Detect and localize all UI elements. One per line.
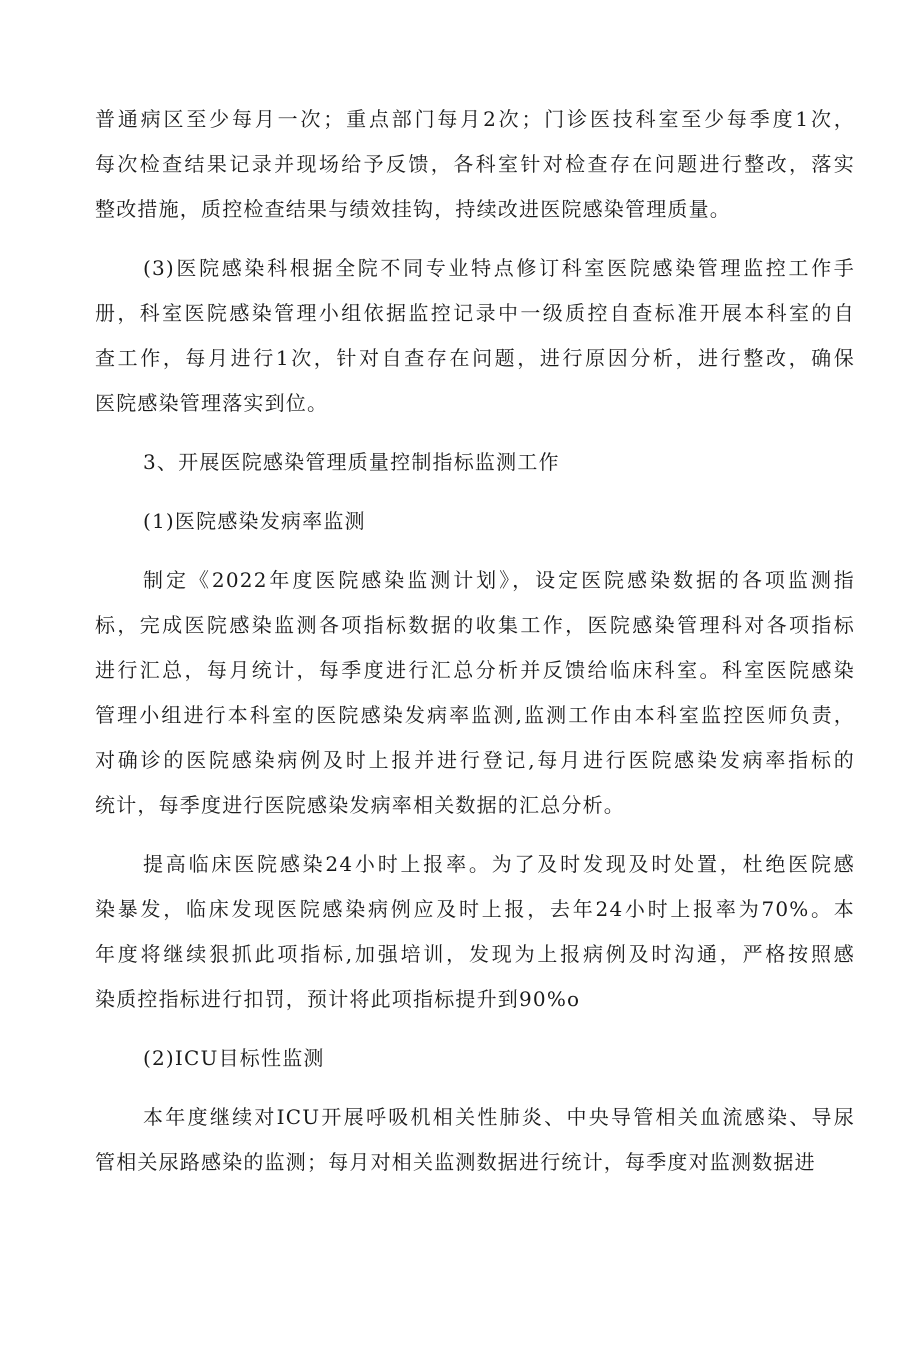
text-line: 普通病区至少每月一次；重点部门每月2次；门诊医技科室至少每季度1次， [95, 107, 855, 131]
paragraph-p1 [95, 97, 855, 232]
paragraph-p2 [95, 246, 855, 426]
text-line: 管相关尿路感染的监测；每月对相关监测数据进行统计，每季度对监测数据进 [95, 1150, 816, 1174]
paragraph-h3-1 [95, 499, 855, 544]
text-line: 每次检查结果记录并现场给予反馈，各科室针对检查存在问题进行整改，落实 [95, 152, 855, 176]
text-line: 管理小组进行本科室的医院感染发病率监测,监测工作由本科室监控医师负责， [95, 703, 855, 727]
document-body [95, 97, 855, 1185]
text-line: 染质控指标进行扣罚，预计将此项指标提升到90%o [95, 987, 581, 1011]
text-line: 本年度继续对ICU开展呼吸机相关性肺炎、中央导管相关血流感染、导尿 [143, 1105, 855, 1129]
text-line: 统计，每季度进行医院感染发病率相关数据的汇总分析。 [95, 793, 625, 817]
text-line: 标，完成医院感染监测各项指标数据的收集工作，医院感染管理科对各项指标 [95, 613, 855, 637]
text-line: 提高临床医院感染24小时上报率。为了及时发现及时处置，杜绝医院感 [143, 852, 855, 876]
paragraph-gap [95, 1081, 855, 1095]
paragraph-h3-2 [95, 1036, 855, 1081]
text-line: 进行汇总，每月统计，每季度进行汇总分析并反馈给临床科室。科室医院感染 [95, 658, 855, 682]
paragraph-h3 [95, 440, 855, 485]
paragraph-p5 [95, 1095, 855, 1185]
text-line: 册，科室医院感染管理小组依据监控记录中一级质控自查标准开展本科室的自 [95, 301, 855, 325]
text-line: (1)医院感染发病率监测 [143, 509, 366, 533]
paragraph-gap [95, 232, 855, 246]
text-line: 查工作，每月进行1次，针对自查存在问题，进行原因分析，进行整改，确保 [95, 346, 855, 370]
text-line: 染暴发，临床发现医院感染病例应及时上报，去年24小时上报率为70%。本 [95, 897, 855, 921]
paragraph-gap [95, 544, 855, 558]
text-line: 制定《2022年度医院感染监测计划》，设定医院感染数据的各项监测指 [143, 568, 855, 592]
text-line: (3)医院感染科根据全院不同专业特点修订科室医院感染管理监控工作手 [143, 256, 855, 280]
text-line: 对确诊的医院感染病例及时上报并进行登记,每月进行医院感染发病率指标的 [95, 748, 855, 772]
paragraph-p4 [95, 842, 855, 1022]
paragraph-gap [95, 426, 855, 440]
paragraph-gap [95, 828, 855, 842]
text-line: 3、开展医院感染管理质量控制指标监测工作 [143, 450, 560, 474]
paragraph-p3 [95, 558, 855, 828]
paragraph-gap [95, 1022, 855, 1036]
text-line: 医院感染管理落实到位。 [95, 391, 329, 415]
paragraph-gap [95, 485, 855, 499]
text-line: 年度将继续狠抓此项指标,加强培训，发现为上报病例及时沟通，严格按照感 [95, 942, 855, 966]
text-line: (2)ICU目标性监测 [143, 1046, 325, 1070]
text-line: 整改措施，质控检查结果与绩效挂钩，持续改进医院感染管理质量。 [95, 197, 731, 221]
